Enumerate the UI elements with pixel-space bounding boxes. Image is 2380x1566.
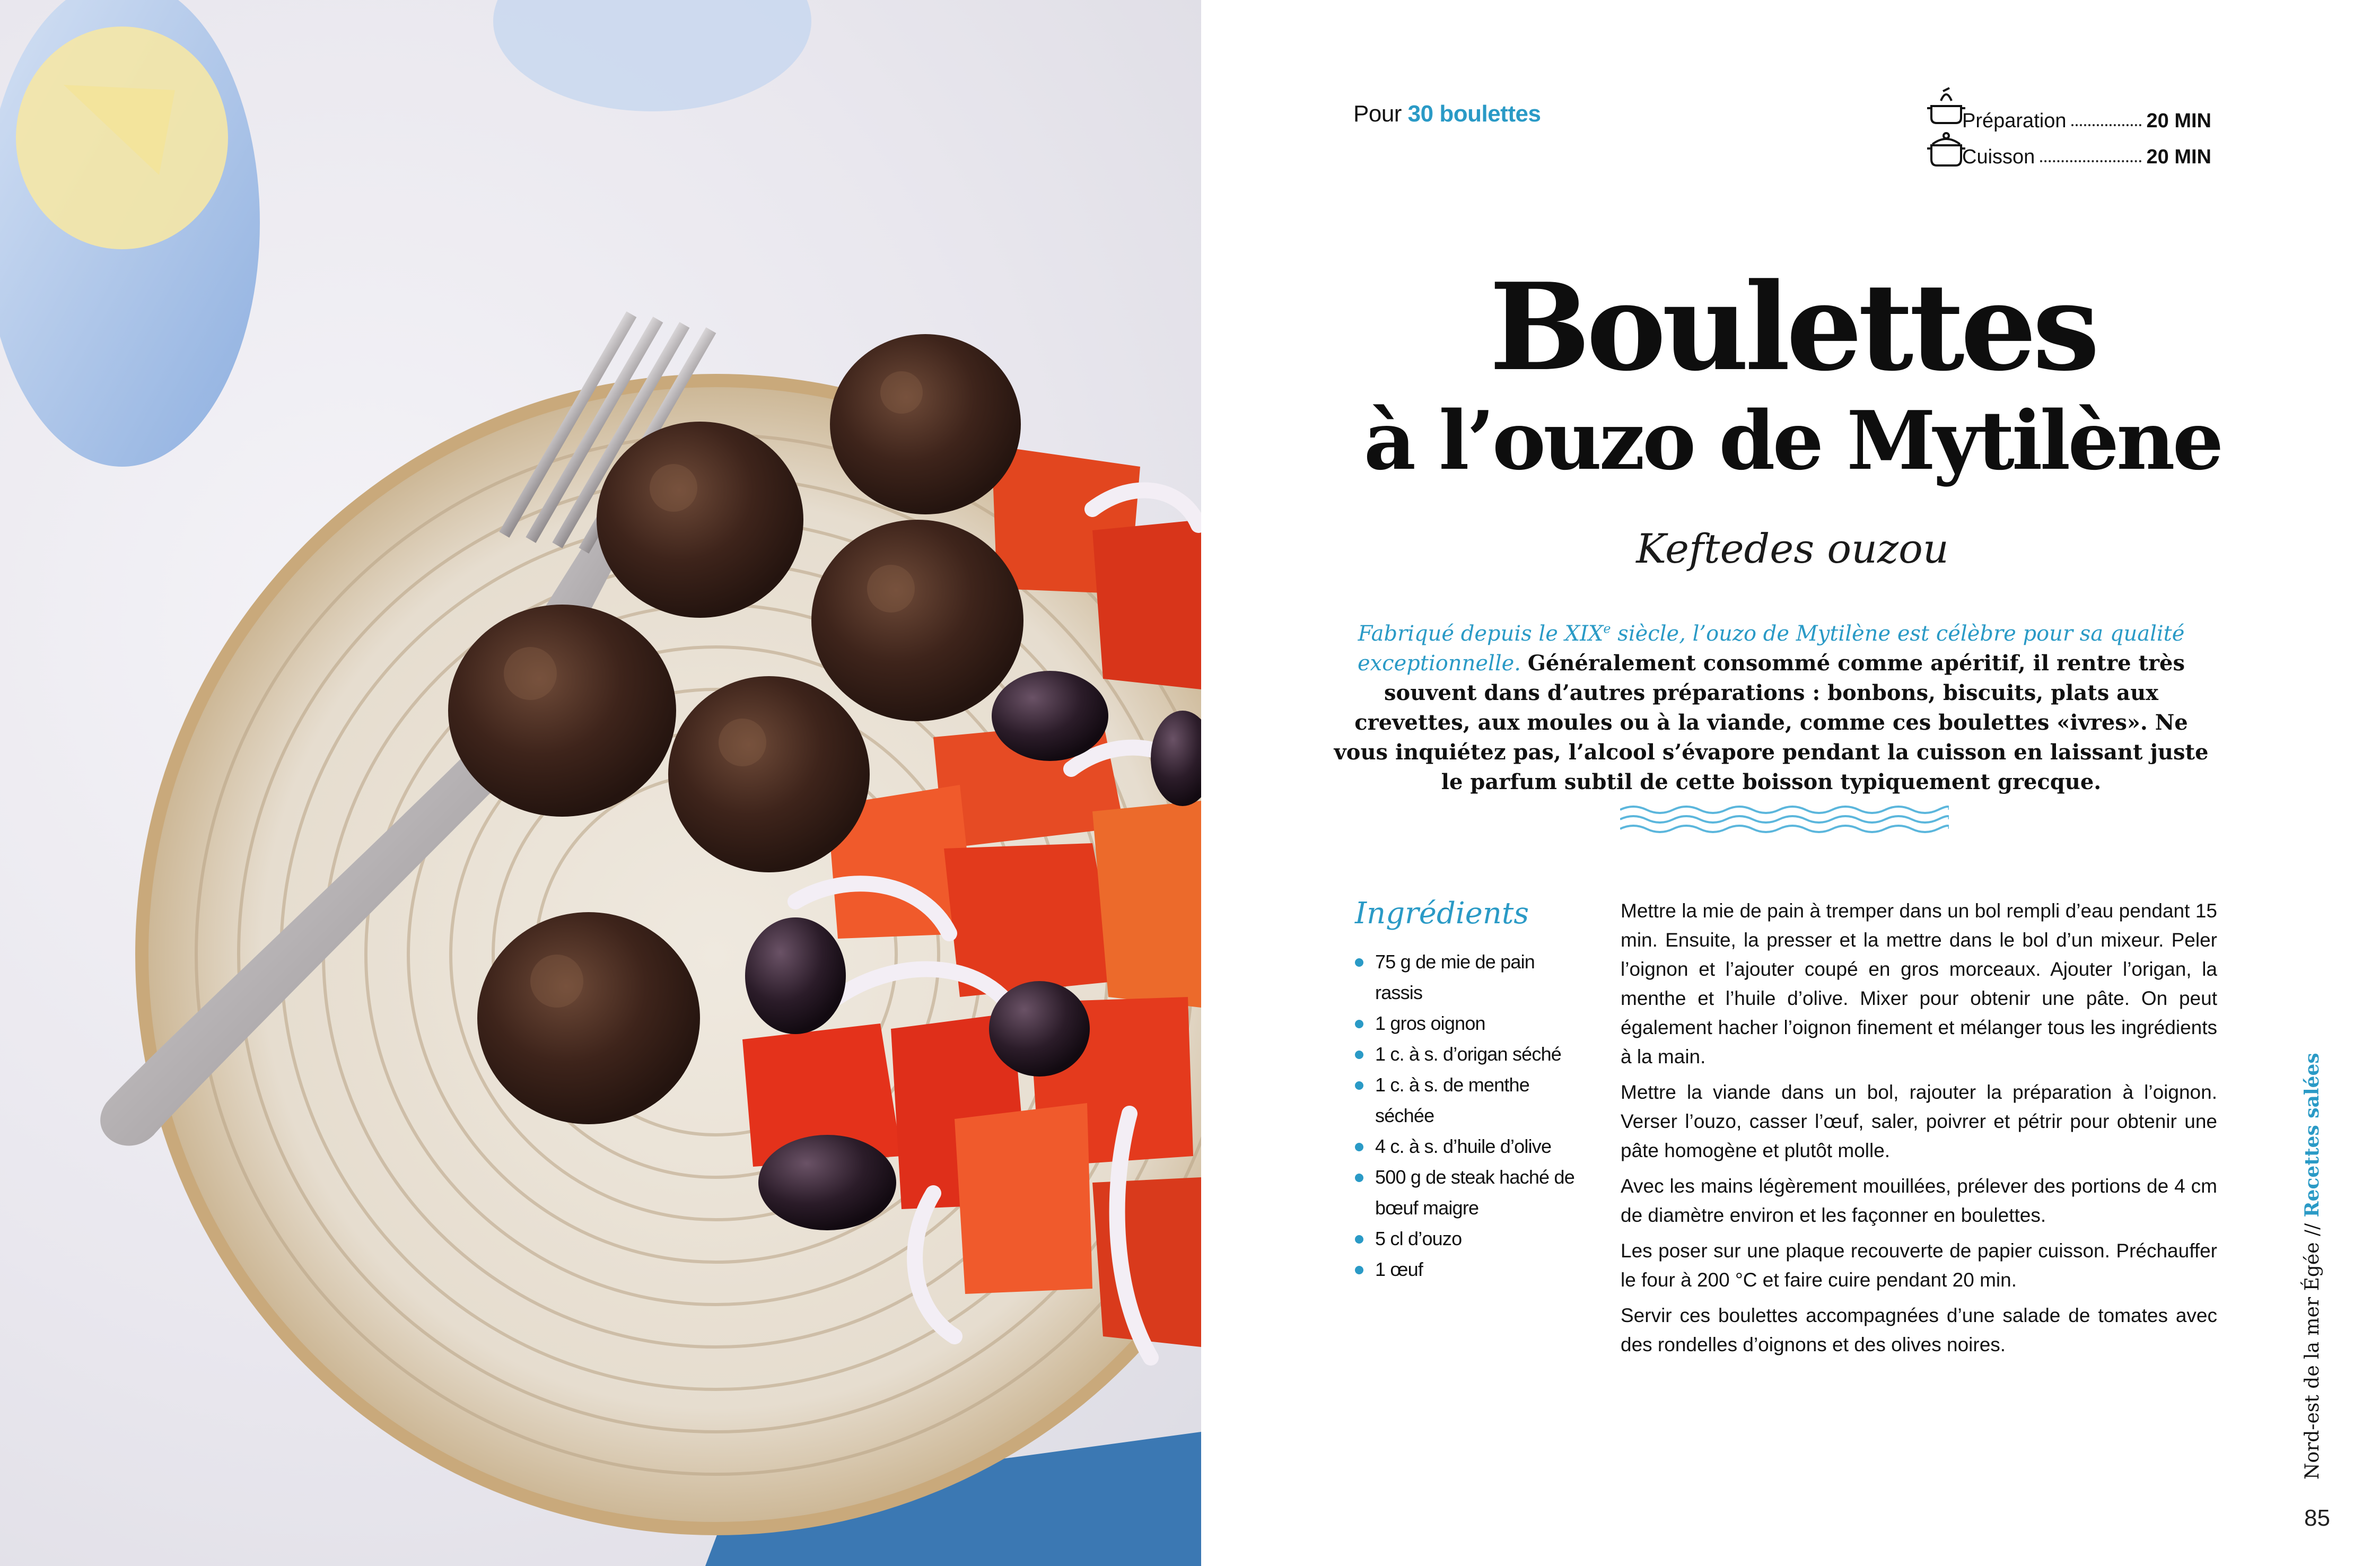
- intro-superscript: e: [1603, 622, 1611, 636]
- wave-divider: [1620, 803, 1949, 835]
- prep-time-row: [1962, 101, 2211, 133]
- servings-quantity: 30 boulettes: [1407, 101, 1541, 127]
- recipe-title-line1: Boulettes: [1489, 257, 2096, 398]
- side-label-separator: //: [2302, 1217, 2323, 1243]
- leader-dots: [2071, 124, 2141, 126]
- cook-time-row: [1962, 137, 2211, 169]
- intro-script-part: siècle, l’: [1611, 622, 1707, 646]
- side-label-category: Recettes salées: [2301, 1053, 2323, 1218]
- ingredient-item: 75 g de mie de pain rassis: [1355, 947, 1578, 1008]
- recipe-subtitle: Keftedes ouzou: [1636, 525, 1949, 572]
- cook-time-value: 20 MIN: [2146, 146, 2211, 168]
- recipe-intro: [1326, 614, 2217, 797]
- side-running-label: [2296, 1053, 2328, 1480]
- recipe-steps: [1621, 896, 2217, 1366]
- recipe-step: Mettre la viande dans un bol, rajouter la préparation à l’oignon. Verser l’ouzo, casser l’œuf, saler, poivrer et pétrir pour obtenir une pâte homogène et plutôt molle.: [1621, 1081, 2217, 1161]
- prep-time-value: 20 MIN: [2146, 110, 2211, 132]
- ingredient-item: 1 c. à s. de menthe séchée: [1355, 1070, 1578, 1131]
- intro-ouzo-word: ouzo: [1706, 622, 1757, 646]
- servings-prefix: Pour: [1353, 101, 1408, 127]
- page-number: 85: [2304, 1505, 2330, 1531]
- recipe-step: Les poser sur une plaque recouverte de papier cuisson. Préchauffer le four à 200 °C et faire cuire pendant 20 min.: [1621, 1240, 2217, 1291]
- ingredients-heading: Ingrédients: [1355, 896, 1529, 931]
- side-label-text: [2296, 1053, 2328, 1480]
- prep-pot-icon: [1925, 85, 1967, 127]
- ingredients-list: [1355, 947, 1578, 1285]
- side-label-section: Nord-est de la mer Égée: [2302, 1242, 2323, 1480]
- intro-script-part: Fabriqué depuis le XIX: [1358, 622, 1604, 646]
- recipe-step: Mettre la mie de pain à tremper dans un bol rempli d’eau pendant 15 min. Ensuite, la presser et la mettre dans le bol d’un mixeur. Peler l’oignon et l’ajouter coupé en gros morceaux. Ajouter l’origan, la menthe et l’huile d’olive. Mixer pour obtenir une pâte. On peut également hacher l’oignon finement et mélanger tous les ingrédients à la main.: [1621, 900, 2217, 1068]
- recipe-title-line2: à l’ouzo de Mytilène: [1363, 393, 2221, 488]
- ingredient-item: 5 cl d’ouzo: [1355, 1223, 1578, 1254]
- intro-bold-text: Généralement consommé comme apéritif, il rentre très souvent dans d’autres préparations : bonbons, biscuits, plats aux crevettes, aux moules ou à la viande, comme ces boulettes «ivres». Ne vous inquiétez pas, l’alcool s’évapore pendant la cuisson en laissant juste le parfum subtil de cette boisson typiquement grecque.: [1334, 651, 2209, 795]
- cooking-pot-icon: [1925, 127, 1967, 170]
- servings-info: [1353, 101, 1541, 127]
- prep-time-label: Préparation: [1962, 110, 2067, 132]
- cook-time-label: Cuisson: [1962, 146, 2035, 168]
- leader-dots: [2040, 160, 2141, 162]
- ingredient-item: 4 c. à s. d’huile d’olive: [1355, 1131, 1578, 1162]
- intro-script-part: de Mytilène est célèbre pour sa qualité exceptionnelle.: [1357, 622, 2185, 676]
- ingredient-item: 1 gros oignon: [1355, 1008, 1578, 1039]
- ingredient-item: 1 c. à s. d’origan séché: [1355, 1039, 1578, 1070]
- ingredient-item: 1 œuf: [1355, 1254, 1578, 1285]
- recipe-step: Avec les mains légèrement mouillées, prélever des portions de 4 cm de diamètre environ et les façonner en boulettes.: [1621, 1175, 2217, 1226]
- ingredient-item: 500 g de steak haché de bœuf maigre: [1355, 1162, 1578, 1223]
- recipe-step: Servir ces boulettes accompagnées d’une salade de tomates avec des rondelles d’oignons et des olives noires.: [1621, 1305, 2217, 1355]
